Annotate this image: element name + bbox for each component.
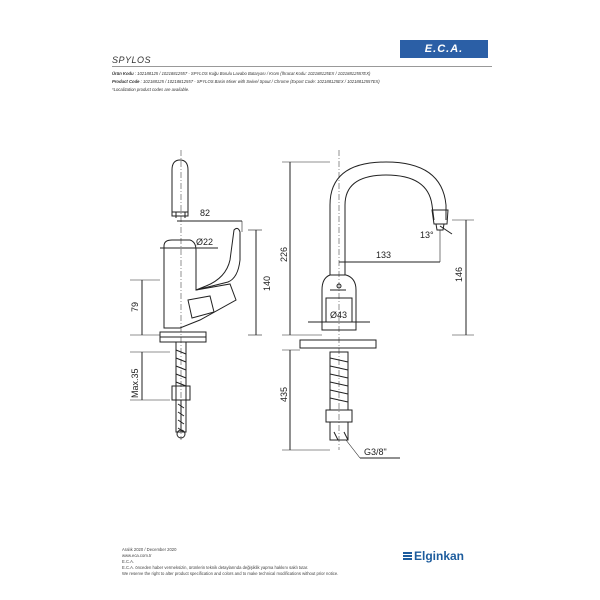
dim-g38-label: G3/8"	[364, 447, 387, 457]
dim-140-label: 140	[262, 275, 272, 291]
localization-note: *Localization product codes are available.	[112, 87, 190, 92]
footer-website: www.eca.com.tr	[122, 553, 152, 558]
left-faucet-drawing	[130, 150, 262, 440]
footer-notice-en: We reserve the right to alter product specification and colors and to make technical modifications without prior notice.	[122, 571, 339, 576]
dim-d43-label: Ø43	[330, 310, 348, 320]
dim-13deg-label: 13°	[420, 230, 434, 240]
dim-435-label: 435	[279, 386, 289, 402]
product-code-en-text: : 102188125 / 10218812557 - SPYLOS Basin Mixer with Swivel Spout / Chrome (Export Code: 102188125EX / 10218812557EX)	[140, 79, 380, 84]
dim-d22-label: Ø22	[196, 237, 214, 247]
product-code-tr-label: Ürün Kodu	[112, 71, 134, 76]
product-code-en-label: Product Code	[112, 79, 140, 84]
product-title: SPYLOS	[112, 55, 152, 65]
footer-date: Aralık 2020 / December 2020	[122, 547, 177, 552]
dim-max35-label: Max.35	[130, 368, 140, 398]
dim-226-label: 226	[279, 246, 289, 262]
dim-82-label: 82	[200, 208, 211, 218]
dim-146-label: 146	[454, 266, 464, 282]
footer-notice-tr: E.C.A. önceden haber vermeksizin, ürünlerin teknik detaylarında değişiklik yapma hakkını saklı tutar.	[122, 565, 309, 570]
dim-133-label: 133	[376, 250, 392, 260]
elginkan-icon	[403, 552, 412, 561]
dim-79-label: 79	[130, 301, 140, 312]
eca-logo: E.C.A.	[400, 40, 488, 58]
product-code-tr-text: : 102188125 / 10218812557 - SPYLOS Kuğu Borulu Lavabo Bataryası / Krom (İhracat Kodu: 102188125EX / 10218812557EX)	[134, 71, 371, 76]
elginkan-logo	[403, 549, 464, 563]
brand-name: Elginkan	[414, 549, 465, 563]
footer-company: E.C.A.	[122, 559, 135, 564]
right-faucet-drawing	[282, 150, 474, 458]
